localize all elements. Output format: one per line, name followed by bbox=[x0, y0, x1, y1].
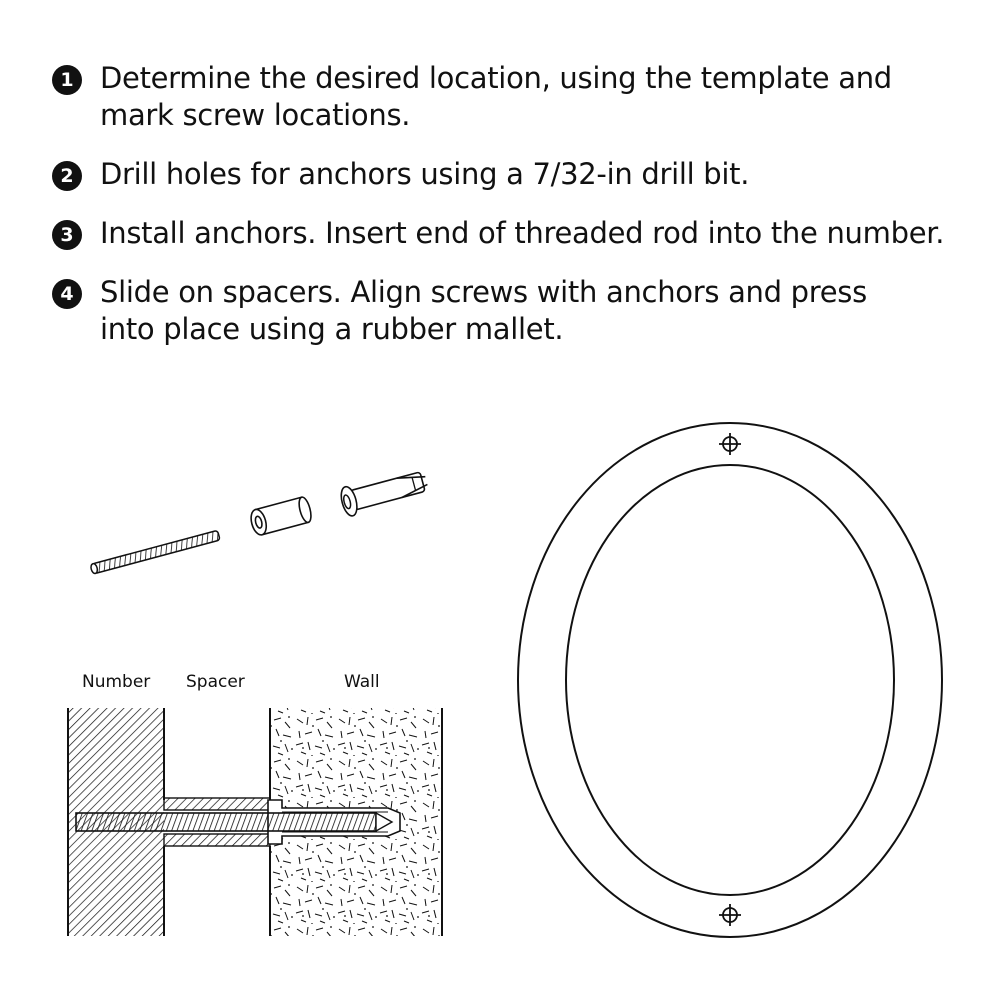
step-number-badge: 4 bbox=[52, 279, 82, 309]
step-text: Determine the desired location, using the template and mark screw locations. bbox=[100, 61, 892, 132]
step-number-badge: 3 bbox=[52, 220, 82, 250]
threaded-rod bbox=[90, 530, 220, 574]
spacer-label: Spacer bbox=[186, 672, 245, 692]
step-number-badge: 1 bbox=[52, 65, 82, 95]
step-text: Drill holes for anchors using a 7/32-in drill bit. bbox=[100, 157, 750, 191]
step-text: Slide on spacers. Align screws with anchors and press into place using a rubber mallet. bbox=[100, 275, 867, 346]
screw-location-mark-bottom bbox=[719, 904, 741, 926]
number-label: Number bbox=[82, 672, 151, 692]
wall-anchor bbox=[338, 466, 430, 517]
step-number-badge: 2 bbox=[52, 161, 82, 191]
threaded-rod-cross-section bbox=[76, 813, 392, 831]
wall-label: Wall bbox=[344, 672, 380, 692]
oval-mounting-template bbox=[518, 423, 942, 937]
screw-location-mark-top bbox=[719, 433, 741, 455]
step-text: Install anchors. Insert end of threaded rod into the number. bbox=[100, 216, 945, 250]
spacer-tube bbox=[249, 496, 314, 537]
